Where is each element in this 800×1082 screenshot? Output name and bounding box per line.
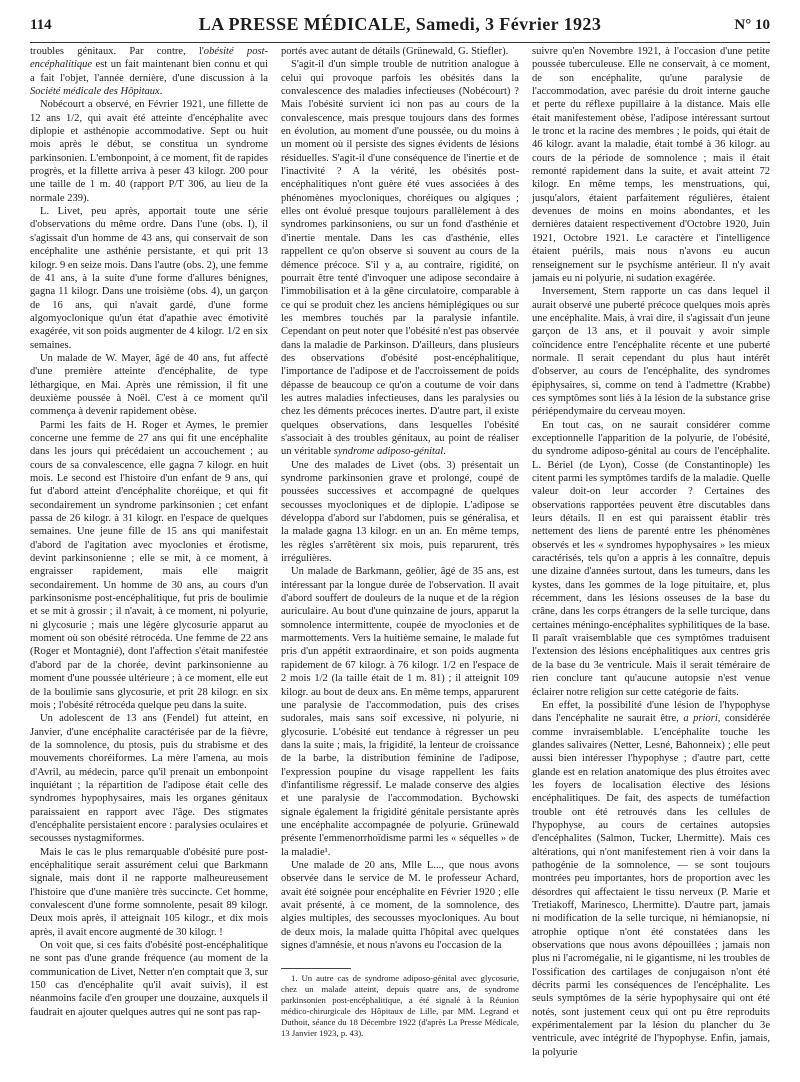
text-run: . (443, 446, 446, 458)
text-run: . (159, 86, 163, 98)
paragraph (532, 285, 770, 418)
paragraph (281, 859, 519, 952)
text-run: portés avec autant de détails (Grünewald, G. Stiefler). (281, 46, 509, 57)
paragraph (281, 58, 519, 458)
text-column-2 (281, 45, 519, 1075)
paragraph (30, 939, 268, 1019)
text-run: suivre qu'en Novembre 1921, à l'occasion d'une petite poussée tuberculeuse. Elle ne conservait, à ce moment, de son encéphalite, qu'une paralysie de l'accommodation, avec parésie du droit interne gauche et perte du réflexe pupillaire à la distance. Mais elle était manifestement obèse, l'adipose intéressant surtout le tronc et la racine des membres ; le poids, qui était de 46 kilogr. avant la maladie, était tombé à 36 kilogr. au cours de la période de somnolence ; mais il était remonté rapidement dans la suite, et avait atteint 72 kilogr. En même temps, les menstruations, qui, jusqu'alors, étaient parfaitement régulières, étaient devenues de moins en moins abondantes, et les dernières dataient respectivement d'Octobre 1920, Juin 1921, Octobre 1921. Le caractère et l'intelligence étaient puérils, mais nous n'avons eu aucun renseignement sur le psychisme antérieur. Il n'y avait jamais eu ni polyurie, ni sudation exagérée. (532, 46, 770, 284)
paragraph (532, 45, 770, 285)
paragraph (30, 352, 268, 419)
text-run: , considérée comme invraisemblable. L'encéphalite touche les glandes salivaires (Netter, Lesné, Bahonneix) ; elle peut aussi bien intéresser l'hypophyse ; d'autre part, cette glande est en relation anatomique des plus étroites avec les foyers de localisation élective des lésions encéphalitiques. De fait, des aspects de tuméfaction trouble ont été retrouvés dans les cellules de l'hypophyse, au cours de certaines autopsies d'encéphalites (Salmon, Tucker, Lhermitte). Mais ces altérations, qui n'ont manifestement rien à voir dans la pathogénie de la somnolence, — se sont toujours montrées peu importantes, hors de proportion avec les désordres qui affectaient le tissu nerveux (P. Marie et Tretiakoff, Marinesco, Lhermitte). D'autre part, jamais ni modification de la selle turcique, ni hémianopsie, ni atrophie optique n'ont été constatées dans les observations que nous avons dépouillées ; jamais non plus ni l'acromégalie, ni le gigantisme, ni les troubles de l'ossification des cartilages de conjugaison n'ont été décrits parmi les conséquences de l'encéphalite. Les seuls symptômes de la série hypophysaire qui ont été notés, sont justement ceux qui ont pu être reproduits expérimentalement par la lésion du plancher du 3e ventricule, avec intégrité de l'hypophyse. Enfin, jamais, la polyurie (532, 713, 770, 1058)
footnote-rule (281, 968, 351, 969)
text-run: L. Livet, peu après, apportait toute une série d'observations du même ordre. Dans l'une (obs. I), il s'agissait d'un homme de 43 ans, qui conservait de son encéphalite une asthénie persistante, et qui prit 13 kilogr. 9 en seize mois. Dans l'autre (obs. 2), une femme de 41 ans, à la suite d'une forme d'allures bénignes, gagna 11 kilogr. Dans une troisième (obs. 4), un garçon de 16 ans, qui n'avait gardé, d'une forme algomyoclonique qu'un état d'apathie avec émotivité exagérée, vit son poids augmenter de 4 kilogr. 1/2 en six semaines. (30, 206, 268, 351)
paragraph (30, 712, 268, 845)
text-run: S'agit-il d'un simple trouble de nutrition analogue à celui qui provoque parfois les obésités dans la convalescence des maladies infectieuses (Nobécourt) ? Mais l'obésité survient ici non pas au cours de la convalescence, mais presque toujours dans des formes en évolution, au moment d'une poussée, ou du moins à un moment où il persiste des signes évidents de lésions résiduelles. S'agit-il d'une conséquence de l'inertie et de l'inactivité ? A la vérité, les obésités post-encéphalitiques n'ont guère été vues associées à des phénomènes myocloniques, choréiques ou algiques ; elles ont évolué presque toujours parallèlement à des syndromes parkinsoniens, ou sur un fond d'asthénie et d'inertie mentale. Dans les cas d'asthénie, elles rappellent ce qu'on observe si souvent au cours de la démence précoce. S'il y a, au contraire, rigidité, on pourrait être tenté d'invoquer une adipose secondaire à l'immobilisation et à la gêne circulatoire, comparable à ce qui se produit chez les anciens hémiplégiques ou sur les membres touchés par la paralysie infantile. Cependant on peut noter que l'obésité n'est pas observée dans la maladie de Parkinson. D'ailleurs, dans plusieurs des observations d'obésité post-encéphalitique, l'importance de l'adipose et de l'accroissement de poids dépasse de beaucoup ce qu'on a coutume de voir dans les autres maladies infectieuses, dans les paralysies ou chez les déments précoces inertes. D'autre part, il existe quelques observations, dans lesquelles l'obésité s'associait à des troubles génitaux, au point de réaliser un véritable (281, 59, 519, 458)
text-run: Un malade de W. Mayer, âgé de 40 ans, fut affecté d'une première atteinte d'encéphalite, de type léthargique, en Mai. Après une rémission, il fit une deuxième poussée à Noël. C'est à ce moment qu'il commença à devenir rapidement obèse. (30, 352, 268, 418)
text-run: Un adolescent de 13 ans (Fendel) fut atteint, en Janvier, d'une encéphalite caractérisée par de la fièvre, de la somnolence, du ptosis, puis du strabisme et des mouvements choréiformes. La mère l'amena, au mois d'Avril, au médecin, parce qu'il prenait un embonpoint inquiétant ; la répartition de l'adipose était celle des syndromes hypophysaires, mais les organes génitaux paraissaient en rapport avec l'âge. Des stigmates d'encéphalite persistaient encore : paralysies oculaires et secousses nystagmiformes. (30, 713, 268, 845)
paragraph (30, 419, 268, 713)
text-run: Une malade de 20 ans, Mlle L..., que nous avons observée dans le service de M. le professeur Achard, avait été soignée pour encéphalite en Février 1920 ; elle avait présenté, à ce moment, de la somnolence, des algies multiples, des secousses myocloniques. Au bout de deux mois, la malade quitta l'hôpital avec quelques signes d'amnésie, et nous n'avons eu l'occasion de la (281, 859, 519, 952)
paragraph (281, 565, 519, 859)
paragraph (30, 45, 268, 98)
italic-text: a priori (683, 713, 718, 725)
text-run: On voit que, si ces faits d'obésité post-encéphalitique ne sont pas d'une grande fréquence (au moment de la communication de Livet, Netter n'en comptait que 3, sur 150 cas d'encéphalite qu'il avait suivis), il est néanmoins facile d'en grouper une douzaine, auxquels il faudrait en ajouter quelques autres qui ne sont pas rap- (30, 940, 268, 1018)
text-run: Nobécourt a observé, en Février 1921, une fillette de 12 ans 1/2, qui avait été atteinte d'encéphalite avec diplopie et asthénopie accommodative. Sept ou huit mois après le début, se constitua un syndrome parkinsonien. L'embonpoint, à ce moment, fit de rapides progrès, et la fillette arriva à peser 43 kilogr. 200 pour une taille de 1 m. 40 (rapport P/T 306, au lieu de la normale 239). (30, 99, 268, 204)
italic-text: Société médicale des Hôpitaux (30, 86, 160, 98)
paragraph (30, 98, 268, 205)
journal-title: LA PRESSE MÉDICALE, Samedi, 3 Février 1923 (198, 14, 602, 34)
header-rule (30, 42, 770, 43)
italic-text: syndrome adiposo-génital (333, 446, 444, 458)
paragraph (30, 846, 268, 939)
paragraph (532, 699, 770, 1059)
issue-number: N° 10 (734, 17, 770, 33)
running-header (30, 14, 770, 40)
text-run: En tout cas, on ne saurait considérer comme exceptionnelle l'apparition de la polyurie, de l'obésité, du syndrome adiposo-génital au cours de l'encéphalite. L. Bériel (de Lyon), Cosse (de Constantinople) les citent parmi les symptômes tardifs de la maladie. Quelle valeur doit-on leur accorder ? Certaines des observations rapportées peuvent être discutables dans leurs détails. Il en est qui paraissent établir très nettement des liens de parenté entre les phénomènes observés et les « syndromes hypophysaires » les mieux caractérisés, tels qu'on a appris à les connaître, depuis une dizaine d'années surtout, dans les tumeurs, dans les kystes, dans les gommes de la loge pituitaire, et, plus récemment, dans les lésions osseuses de la base du crâne, dans les corps étrangers de la selle turcique, dans certaines méningo-encéphalites syphilitiques de la base. Il paraît vraisemblable que ces symptômes traduisent l'extension des lésions encéphalitiques aux centres gris de la base du 3e ventricule. Mais il serait téméraire de rien conclure tant qu'aucune autopsie n'est venue éclairer notre religion sur cette catégorie de faits. (532, 419, 770, 698)
paragraph (281, 45, 519, 58)
text-run: En effet, la possibilité d'une lésion de l'hypophyse dans l'encéphalite ne saurait être, (532, 699, 770, 725)
paragraph (281, 459, 519, 566)
text-column-1 (30, 45, 268, 1075)
text-column-3 (532, 45, 770, 1075)
paragraph (30, 205, 268, 352)
text-run: Une des malades de Livet (obs. 3) présentait un syndrome parkinsonien grave et prolongé, coupé de poussées successives et accompagné de quelques secousses myocloniques et de diplopie. L'adipose se développa d'abord sur l'abdomen, puis se généralisa, et la malade gagna 13 kilogr. en un an. En même temps, les règles s'arrêtèrent six mois, puis reparurent, très irrégulières. (281, 459, 519, 565)
text-run: Parmi les faits de H. Roger et Aymes, le premier concerne une femme de 27 ans qui fit une encéphalite dans les jours qui précédaient un accouchement ; au cours de sa convalescence, elle gagna 7 kilogr. en huit mois. Le second est l'histoire d'un enfant de 9 ans, qui fut d'abord atteint d'encéphalite choréique, et qui fit secondairement un syndrome parkinsonien ; cet enfant passa de 26 kilogr. à 31 kilogr. en l'espace de quelques semaines. Une jeune fille de 15 ans qui manifestait d'abord de l'agitation avec myoclonies et érotisme, devint parkinsonienne ; elle se mit, à ce moment, à engraisser rapidement, mais elle maigrit secondairement. Un homme de 30 ans, au cours d'un parkinsonisme post-encéphalitique, fut pris de boulimie et se mit à grossir ; il n'avait, à ce moment, ni polyurie, ni glycosurie ; mais une légère glycosurie apparut au moment où son obésité rétrocéda. Une femme de 22 ans (Roger et Montagnié), dont l'affection s'était manifestée d'abord par de la chorée, devint parkinsonienne au moment d'une poussée ultérieure ; à ce moment, elle eut de la boulimie sans glycosurie, et prit 28 kilogr. en six mois ; l'obésité rétrocéda quelque peu dans la suite. (30, 419, 268, 711)
page-number: 114 (30, 17, 52, 33)
italic-text: obésité post-encéphalitique (30, 46, 268, 71)
text-run: Inversement, Stern rapporte un cas dans lequel il aurait observé une puberté précoce quelques mois après une encéphalite. Mais, à vrai dire, il s'agissait d'un jeune garçon de 13 ans, et il pouvait y avoir simple coïncidence entre l'encéphalite récente et une puberté normale. Il serait cependant du plus haut intérêt d'observer, au cours de l'encéphalite, des syndromes épiphysaires, si, comme on tend à l'admettre (Krabbe) ces symptômes sont liés à la lésion de la substance grise périépendymaire du cerveau moyen. (532, 286, 770, 418)
text-run: Mais le cas le plus remarquable d'obésité pure post-encéphalitique serait assurément celui que Barkmann signale, mais dont il ne rapporte malheureusement l'histoire que d'une manière très succincte. Cet homme, convalescent d'une forme somnolente, pesait 89 kilogr. Deux mois après, il atteignait 105 kilogr., et dix mois après, il avait encore augmenté de 30 kilogr. ! (30, 846, 268, 938)
text-run: Un malade de Barkmann, geôlier, âgé de 35 ans, est intéressant par la longue durée de l'observation. Il avait d'abord souffert de douleurs de la nuque et de la région auriculaire. Au bout d'une quinzaine de jours, apparut la somnolence intermittente, coupée de myoclonies et de marmottements. Vers la huitième semaine, le malade fut pris d'un appétit extraordinaire, et son poids augmenta rapidement de 67 kilogr. à 76 kilogr. 1/2 en l'espace de 2 mois 1/2 (la taille était de 1 m. 81) ; il atteignit 109 kilogr. au bout de deux ans. En même temps, apparurent une paralysie de l'accommodation, puis des crises sudorales, mais sans soif excessive, ni polyurie, ni glycosurie. L'obésité eut tendance à régresser un peu dans la suite ; mais, la frigidité, la lenteur de croissance de la barbe, la distribution féminine de l'adipose, l'expression poupine du visage rappellent les faits d'infantilisme régressif. Le malade conserve des algies et une paralysie de l'accommodation. Bychowski signale également la frigidité génitale persistante après une encéphalite accompagnée de polyurie. Grünewald présente l'emmenorrhoïdisme parmi les « séquelles » de la maladie¹. (281, 566, 519, 858)
paragraph (532, 419, 770, 699)
text-run: troubles génitaux. Par contre, l' (30, 46, 204, 57)
footnote: 1. Un autre cas de syndrome adiposo-génital avec glycosurie, chez un malade atteint, depuis quatre ans, de syndrome parkinsonien post-encéphalitique, a été signalé à la Réunion médico-chirurgicale des Hôpitaux de Lille, par MM. Legrand et Duthoit, séance du 18 Décembre 1922 (d'après La Presse Médicale, 13 Janvier 1923, p. 43). (281, 973, 519, 1039)
text-run: est un fait maintenant bien connu et qui a fait l'objet, l'année dernière, d'une discussion à la (30, 59, 268, 84)
